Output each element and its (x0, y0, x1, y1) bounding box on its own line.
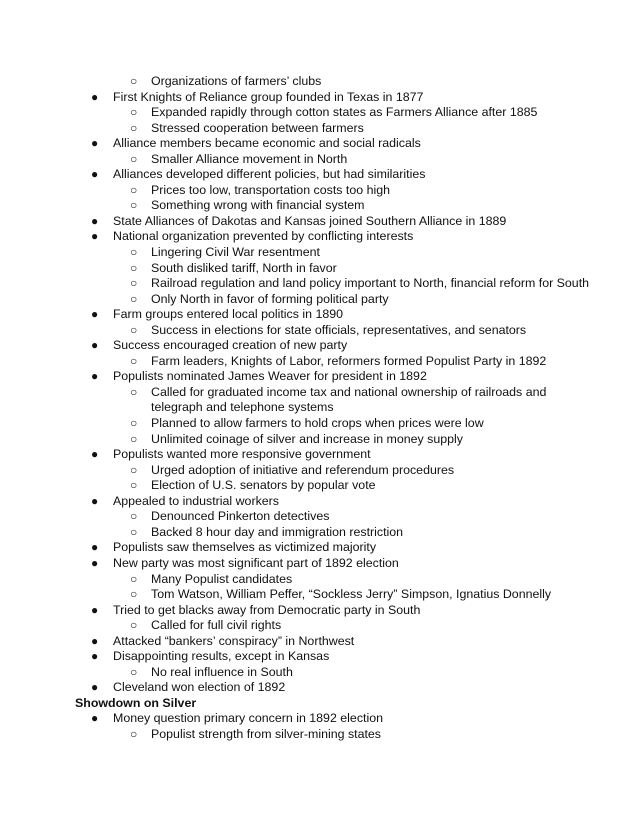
hollow-bullet-icon: ○ (130, 322, 138, 337)
hollow-bullet-icon: ○ (130, 726, 138, 741)
sub-bullet-item (0, 463, 638, 479)
item-text: New party was most significant part of 1892 election (113, 555, 399, 570)
filled-bullet-icon: ● (91, 447, 99, 462)
filled-bullet-icon: ● (91, 167, 99, 182)
bullet-item (0, 136, 638, 152)
hollow-bullet-icon: ○ (130, 105, 138, 120)
hollow-bullet-icon: ○ (130, 74, 138, 88)
item-text: Unlimited coinage of silver and increase in money supply (151, 431, 463, 446)
sub-bullet-item (0, 276, 638, 292)
item-text: Many Populist candidates (151, 571, 293, 586)
sub-bullet-item (0, 432, 638, 448)
bullet-item (0, 603, 638, 619)
hollow-bullet-icon: ○ (130, 260, 138, 275)
item-text: Expanded rapidly through cotton states as Farmers Alliance after 1885 (151, 105, 538, 120)
sub-bullet-item (0, 183, 638, 199)
item-text: Success in elections for state officials, representatives, and senators (151, 322, 527, 337)
hollow-bullet-icon: ○ (130, 524, 138, 539)
hollow-bullet-icon: ○ (130, 120, 138, 135)
hollow-bullet-icon: ○ (130, 245, 138, 260)
filled-bullet-icon: ● (91, 369, 99, 384)
item-text: Planned to allow farmers to hold crops when prices were low (151, 416, 484, 431)
item-text: Organizations of farmers’ clubs (151, 74, 322, 88)
item-text: Only North in favor of forming political party (151, 291, 389, 306)
sub-bullet-item (0, 245, 638, 261)
hollow-bullet-icon: ○ (130, 509, 138, 524)
item-text: Called for graduated income tax and national ownership of railroads and telegraph and telephone systems (151, 384, 547, 415)
filled-bullet-icon: ● (91, 89, 99, 104)
sub-bullet-item (0, 261, 638, 277)
item-text: Populists wanted more responsive government (113, 447, 371, 462)
item-text: Election of U.S. senators by popular vote (151, 478, 376, 493)
filled-bullet-icon: ● (91, 680, 99, 695)
sub-bullet-item (0, 198, 638, 214)
bullet-item (0, 214, 638, 230)
item-text: National organization prevented by conflicting interests (113, 229, 414, 244)
filled-bullet-icon: ● (91, 602, 99, 617)
hollow-bullet-icon: ○ (130, 353, 138, 368)
item-text: South disliked tariff, North in favor (151, 260, 337, 275)
item-text: Disappointing results, except in Kansas (113, 649, 330, 664)
item-text: Lingering Civil War resentment (151, 245, 320, 260)
item-text: Urged adoption of initiative and referendum procedures (151, 462, 455, 477)
bullet-item (0, 540, 638, 556)
hollow-bullet-icon: ○ (130, 478, 138, 493)
bullet-item (0, 494, 638, 510)
item-text: Money question primary concern in 1892 election (113, 711, 383, 726)
sub-bullet-item (0, 727, 638, 743)
hollow-bullet-icon: ○ (130, 291, 138, 306)
bullet-item (0, 338, 638, 354)
item-text: Something wrong with financial system (151, 198, 365, 213)
document-body (0, 74, 638, 743)
sub-bullet-item (0, 587, 638, 603)
filled-bullet-icon: ● (91, 493, 99, 508)
bullet-item (0, 369, 638, 385)
filled-bullet-icon: ● (91, 649, 99, 664)
item-text: Appealed to industrial workers (113, 493, 279, 508)
bullet-item (0, 556, 638, 572)
bullet-item (0, 711, 638, 727)
hollow-bullet-icon: ○ (130, 416, 138, 431)
item-text: Success encouraged creation of new party (113, 338, 348, 353)
hollow-bullet-icon: ○ (130, 384, 138, 399)
sub-bullet-item (0, 665, 638, 681)
sub-bullet-item (0, 292, 638, 308)
bullet-item (0, 680, 638, 696)
item-text: Populists saw themselves as victimized majority (113, 540, 377, 555)
item-text: Smaller Alliance movement in North (151, 151, 348, 166)
sub-bullet-item (0, 509, 638, 525)
item-text: Denounced Pinkerton detectives (151, 509, 330, 524)
hollow-bullet-icon: ○ (130, 571, 138, 586)
bullet-item (0, 229, 638, 245)
filled-bullet-icon: ● (91, 136, 99, 151)
filled-bullet-icon: ● (91, 213, 99, 228)
heading-text: Showdown on Silver (75, 695, 197, 710)
item-text: Farm leaders, Knights of Labor, reformers formed Populist Party in 1892 (151, 353, 547, 368)
filled-bullet-icon: ● (91, 555, 99, 570)
item-text: Farm groups entered local politics in 1890 (113, 307, 344, 322)
item-text: First Knights of Reliance group founded in Texas in 1877 (113, 89, 424, 104)
sub-bullet-item (0, 121, 638, 137)
item-text: Called for full civil rights (151, 618, 282, 633)
hollow-bullet-icon: ○ (130, 664, 138, 679)
bullet-item (0, 649, 638, 665)
sub-bullet-item (0, 572, 638, 588)
item-text: Populist strength from silver-mining states (151, 726, 382, 741)
item-text: Tried to get blacks away from Democratic party in South (113, 602, 421, 617)
sub-bullet-item (0, 416, 638, 432)
item-text: Tom Watson, William Peffer, “Sockless Jerry” Simpson, Ignatius Donnelly (151, 587, 552, 602)
item-text: Prices too low, transportation costs too high (151, 182, 390, 197)
item-text: Alliances developed different policies, but had similarities (113, 167, 426, 182)
sub-bullet-item (0, 152, 638, 168)
bullet-item (0, 167, 638, 183)
item-text: Stressed cooperation between farmers (151, 120, 364, 135)
sub-bullet-item (0, 478, 638, 494)
item-text: Cleveland won election of 1892 (113, 680, 286, 695)
hollow-bullet-icon: ○ (130, 587, 138, 602)
filled-bullet-icon: ● (91, 540, 99, 555)
hollow-bullet-icon: ○ (130, 182, 138, 197)
hollow-bullet-icon: ○ (130, 431, 138, 446)
item-text: Attacked “bankers’ conspiracy” in Northwest (113, 633, 355, 648)
bullet-item (0, 90, 638, 106)
sub-bullet-item (0, 618, 638, 634)
sub-bullet-item (0, 525, 638, 541)
filled-bullet-icon: ● (91, 229, 99, 244)
sub-bullet-item (0, 354, 638, 370)
sub-bullet-item (0, 74, 638, 90)
filled-bullet-icon: ● (91, 338, 99, 353)
item-text: Alliance members became economic and social radicals (113, 136, 421, 151)
filled-bullet-icon: ● (91, 307, 99, 322)
sub-bullet-item (0, 385, 638, 416)
hollow-bullet-icon: ○ (130, 198, 138, 213)
hollow-bullet-icon: ○ (130, 151, 138, 166)
item-text: Railroad regulation and land policy important to North, financial reform for South (151, 276, 590, 291)
section-heading (0, 696, 638, 712)
filled-bullet-icon: ● (91, 711, 99, 726)
hollow-bullet-icon: ○ (130, 276, 138, 291)
hollow-bullet-icon: ○ (130, 462, 138, 477)
item-text: State Alliances of Dakotas and Kansas joined Southern Alliance in 1889 (113, 213, 507, 228)
bullet-item (0, 307, 638, 323)
sub-bullet-item (0, 105, 638, 121)
sub-bullet-item (0, 323, 638, 339)
bullet-item (0, 447, 638, 463)
filled-bullet-icon: ● (91, 633, 99, 648)
item-text: No real influence in South (151, 664, 293, 679)
item-text: Backed 8 hour day and immigration restriction (151, 524, 404, 539)
bullet-item (0, 634, 638, 650)
hollow-bullet-icon: ○ (130, 618, 138, 633)
item-text: Populists nominated James Weaver for president in 1892 (113, 369, 427, 384)
